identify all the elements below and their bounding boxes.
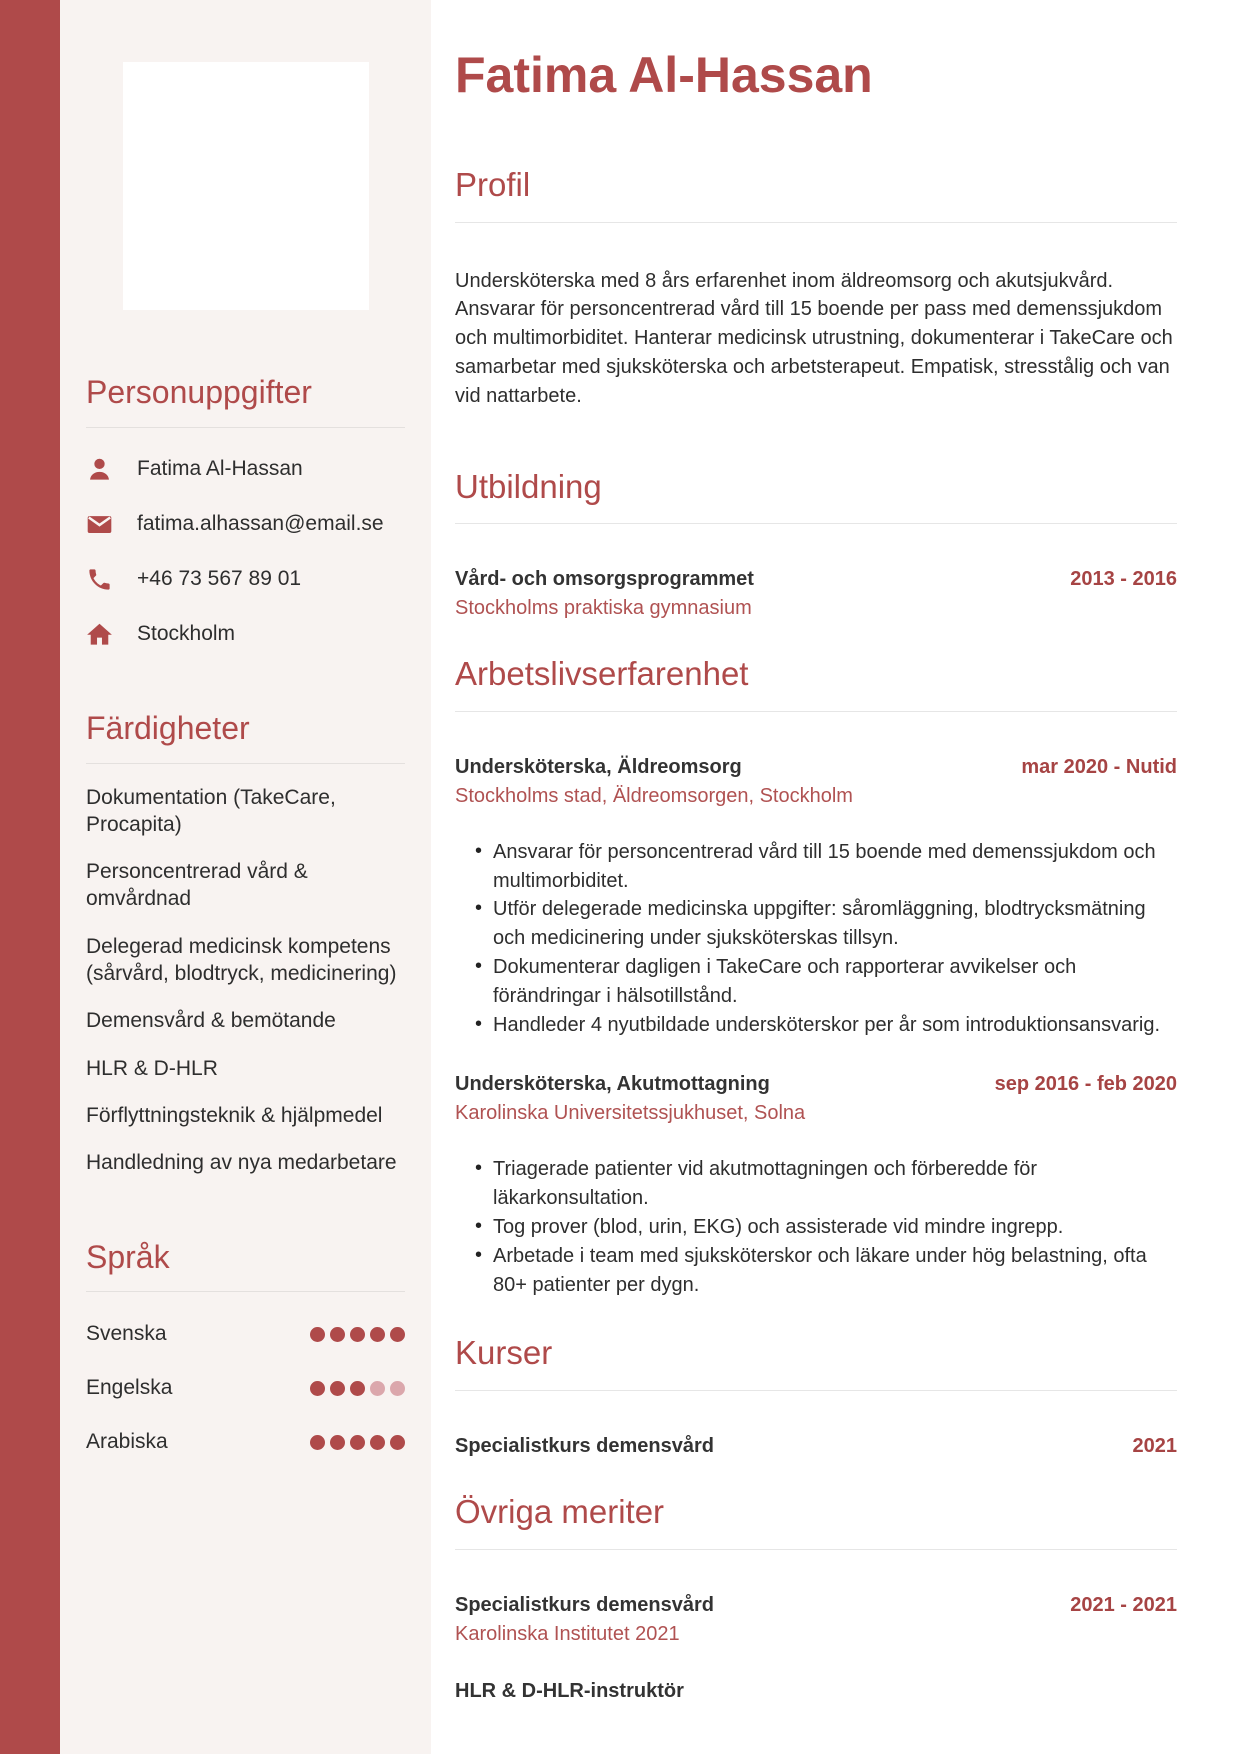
language-row [86, 1376, 405, 1400]
level-dot-filled [310, 1327, 325, 1342]
language-name: Engelska [86, 1376, 173, 1400]
entry-header [455, 1594, 1177, 1617]
entry-subtitle: Stockholms stad, Äldreomsorgen, Stockholm [455, 784, 853, 807]
level-dot-filled [370, 1435, 385, 1450]
entry-title: Undersköterska, Äldreomsorg [455, 755, 742, 778]
entry-header [455, 756, 1177, 779]
language-level-dots [310, 1435, 405, 1450]
divider [86, 763, 405, 764]
contact-row [86, 511, 405, 538]
courses-heading: Kurser [455, 1334, 553, 1372]
profile-text: Undersköterska med 8 års erfarenhet inom äldreomsorg och akutsjukvård. Ansvarar för personcentrerad vård till 15 boende per pass med demenssjukdom och multimorbiditet. Hanterar medicinsk utrustning, dokumenterar i TakeCare och samarbetar med sjuksköterska och arbetsterapeut. Empatisk, stresstålig och van vid nattarbete. [455, 269, 1173, 407]
skills-list [86, 784, 405, 1177]
level-dot-filled [330, 1435, 345, 1450]
contact-text: Fatima Al-Hassan [137, 457, 303, 481]
language-list [86, 1322, 405, 1454]
page-title: Fatima Al-Hassan [455, 47, 873, 103]
contact-text: +46 73 567 89 01 [137, 567, 302, 591]
sidebar [60, 0, 431, 1754]
bullet-item: • Triagerade patienter vid akutmottagningen och förberedde för läkarkonsultation. [475, 1155, 1177, 1213]
skills-heading: Färdigheter [86, 709, 250, 746]
bullet-item: • Handleder 4 nyutbildade undersköterskor per år som introduktionsansvarig. [475, 1011, 1177, 1040]
language-row [86, 1322, 405, 1346]
profile-photo-placeholder [123, 62, 369, 310]
bullet-item: • Arbetade i team med sjuksköterskor och läkare under hög belastning, ofta 80+ patienter per dygn. [475, 1242, 1177, 1300]
entry [455, 756, 1177, 1040]
education-heading: Utbildning [455, 467, 602, 505]
entry-date: sep 2016 - feb 2020 [994, 1073, 1177, 1096]
profile-heading: Profil [455, 166, 531, 203]
contact-text: Stockholm [137, 622, 236, 646]
entry-header [455, 568, 1177, 591]
entry [455, 1435, 1177, 1458]
entry-title: Vård- och omsorgsprogrammet [455, 568, 754, 591]
divider [455, 1549, 1177, 1550]
courses-section [455, 1333, 1177, 1458]
entry-header [455, 1073, 1177, 1096]
skill-item: Demensvård & bemötande [86, 1009, 336, 1033]
entry-title: Specialistkurs demensvård [455, 1593, 715, 1616]
level-dot-filled [330, 1381, 345, 1396]
divider [86, 1291, 405, 1292]
entry-bullet-list [455, 838, 1177, 1040]
entry-date: 2021 [1132, 1434, 1177, 1457]
envelope-icon [86, 511, 113, 538]
contact-row [86, 456, 405, 483]
entry [455, 1680, 1177, 1703]
languages-heading: Språk [86, 1238, 170, 1275]
experience-section [455, 654, 1177, 1299]
level-dot-filled [350, 1327, 365, 1342]
entry [455, 568, 1177, 620]
phone-icon [86, 566, 113, 593]
personal-info-heading: Personuppgifter [86, 374, 312, 410]
level-dot-filled [370, 1327, 385, 1342]
language-level-dots [310, 1327, 405, 1342]
bullet-item: • Dokumenterar dagligen i TakeCare och rapporterar avvikelser och förändringar i hälsotillstånd. [475, 953, 1177, 1011]
entry-header [455, 1680, 1177, 1703]
contact-text: fatima.alhassan@email.se [137, 512, 384, 536]
entry [455, 1594, 1177, 1646]
other-merits-heading: Övriga meriter [455, 1492, 665, 1530]
experience-heading: Arbetslivserfarenhet [455, 655, 749, 693]
entry-header [455, 1435, 1177, 1458]
entry-subtitle: Karolinska Universitetssjukhuset, Solna [455, 1102, 806, 1125]
experience-entries [455, 756, 1177, 1300]
language-level-dots [310, 1381, 405, 1396]
bullet-item: • Utför delegerade medicinska uppgifter: såromläggning, blodtrycksmätning och medicinering under sjuksköterskas tillsyn. [475, 895, 1177, 953]
level-dot-filled [390, 1435, 405, 1450]
language-row [86, 1430, 405, 1454]
skill-item: Delegerad medicinsk kompetens (sårvård, blodtryck, medicinering) [86, 934, 397, 986]
home-icon [86, 621, 113, 648]
entry-date: 2013 - 2016 [1070, 568, 1177, 591]
skill-item: Personcentrerad vård & omvårdnad [86, 860, 308, 911]
entry [455, 1073, 1177, 1299]
level-dot-empty [390, 1381, 405, 1396]
entry-bullet-list [455, 1155, 1177, 1299]
divider [455, 711, 1177, 712]
other-merits-entries [455, 1594, 1177, 1703]
entry-date: 2021 - 2021 [1070, 1593, 1177, 1616]
divider [455, 523, 1177, 524]
skill-item: Handledning av nya medarbetare [86, 1151, 397, 1175]
contact-row [86, 566, 405, 593]
entry-date: mar 2020 - Nutid [1021, 755, 1177, 778]
divider [455, 222, 1177, 223]
level-dot-filled [350, 1381, 365, 1396]
level-dot-filled [350, 1435, 365, 1450]
divider [86, 427, 405, 428]
profile-section [455, 165, 1177, 411]
entry-title: Specialistkurs demensvård [455, 1434, 715, 1457]
person-icon [86, 456, 113, 483]
contact-row [86, 621, 405, 648]
entry-title: HLR & D-HLR-instruktör [455, 1679, 684, 1702]
entry-subtitle: Stockholms praktiska gymnasium [455, 597, 752, 620]
language-name: Svenska [86, 1322, 167, 1346]
skill-item: Förflyttningsteknik & hjälpmedel [86, 1103, 383, 1127]
other-merits-section [455, 1492, 1177, 1703]
entry-title: Undersköterska, Akutmottagning [455, 1073, 770, 1096]
level-dot-empty [370, 1381, 385, 1396]
accent-stripe [0, 0, 60, 1754]
main-content [431, 0, 1241, 1754]
skill-item: HLR & D-HLR [86, 1056, 218, 1080]
courses-entries [455, 1435, 1177, 1458]
level-dot-filled [390, 1327, 405, 1342]
divider [455, 1390, 1177, 1391]
level-dot-filled [310, 1381, 325, 1396]
bullet-item: • Ansvarar för personcentrerad vård till 15 boende med demenssjukdom och multimorbiditet. [475, 838, 1177, 896]
skill-item: Dokumentation (TakeCare, Procapita) [86, 785, 336, 836]
level-dot-filled [310, 1435, 325, 1450]
entry-subtitle: Karolinska Institutet 2021 [455, 1622, 680, 1645]
language-name: Arabiska [86, 1430, 168, 1454]
contact-list [86, 456, 405, 648]
education-section [455, 467, 1177, 621]
education-entries [455, 568, 1177, 620]
bullet-item: • Tog prover (blod, urin, EKG) och assisterade vid mindre ingrepp. [475, 1213, 1177, 1242]
level-dot-filled [330, 1327, 345, 1342]
